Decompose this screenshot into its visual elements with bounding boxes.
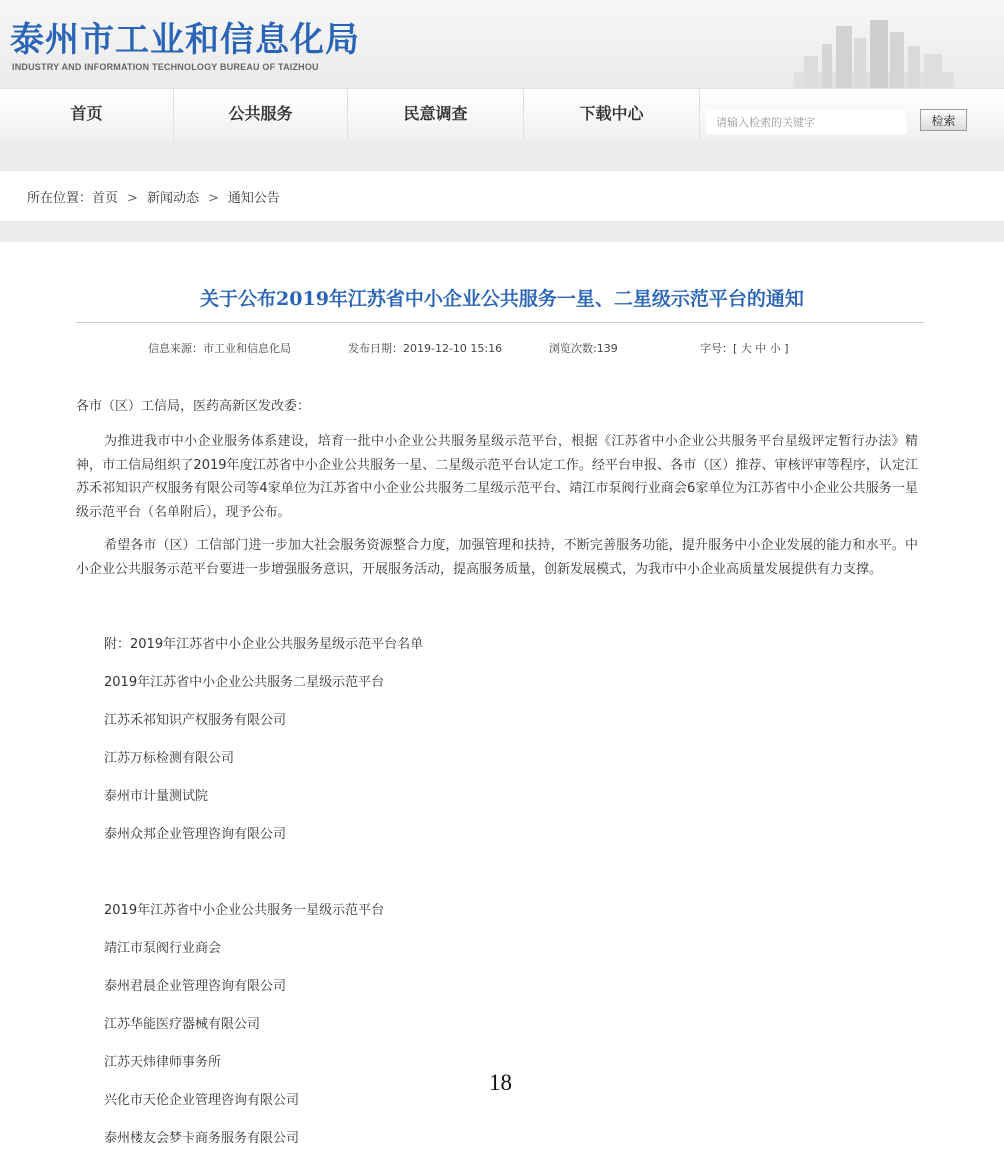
nav-item-public-service[interactable]: 公共服务: [174, 89, 348, 141]
site-subtitle: INDUSTRY AND INFORMATION TECHNOLOGY BUREAU OF TAIZHOU: [12, 62, 319, 72]
title-divider: [76, 322, 924, 323]
list-item: 兴化市天伦企业管理咨询有限公司: [104, 1093, 300, 1108]
page-number: 18: [489, 1070, 512, 1095]
nav-item-survey[interactable]: 民意调查: [348, 89, 524, 141]
list-item: 江苏万标检测有限公司: [104, 751, 235, 766]
breadcrumb-notices[interactable]: 通知公告: [227, 191, 280, 206]
breadcrumb-separator: >: [207, 191, 219, 206]
article-greeting: 各市（区）工信局，医药高新区发改委：: [76, 399, 311, 414]
breadcrumb: [27, 187, 280, 206]
list-item: 江苏天炜律师事务所: [104, 1055, 222, 1070]
breadcrumb-news[interactable]: 新闻动态: [146, 191, 199, 206]
list-item: 泰州君晨企业管理咨询有限公司: [104, 979, 287, 994]
search-input[interactable]: [706, 110, 906, 134]
list-item: 江苏华能医疗器械有限公司: [104, 1017, 261, 1032]
list-item: 江苏禾祁知识产权服务有限公司: [104, 713, 287, 728]
article-paragraph: 希望各市（区）工信部门进一步加大社会服务资源整合力度，加强管理和扶持，不断完善服务功能，提升服务中小企业发展的能力和水平。中小企业公共服务示范平台要进一步增强服务意识，开展服务活动，提高服务质量，创新发展模式，为我市中小企业高质量发展提供有力支撑。: [76, 538, 918, 577]
divider-band: [0, 222, 1004, 242]
search-button[interactable]: 检索: [920, 109, 967, 131]
divider-band: [0, 141, 1004, 171]
breadcrumb-separator: >: [127, 191, 138, 206]
article-title: 关于公布2019年江苏省中小企业公共服务一星、二星级示范平台的通知: [200, 288, 804, 310]
breadcrumb-prefix: 所在位置：: [27, 191, 93, 206]
nav-item-home[interactable]: 首页: [0, 89, 174, 141]
site-title[interactable]: 泰州市工业和信息化局: [10, 20, 360, 60]
site-header: [0, 0, 1004, 88]
list-item: 泰州众邦企业管理咨询有限公司: [104, 827, 287, 842]
list-item: 靖江市泵阀行业商会: [104, 941, 222, 956]
article-views: 浏览次数:139: [549, 342, 618, 355]
list-item: 泰州市计量测试院: [104, 789, 209, 804]
list-item: 泰州楼友会梦卡商务服务有限公司: [104, 1131, 300, 1146]
article-source: 信息来源：市工业和信息化局: [148, 342, 291, 355]
two-star-heading: 2019年江苏省中小企业公共服务二星级示范平台: [104, 675, 385, 690]
skyline-illustration: [794, 16, 954, 88]
nav-item-downloads[interactable]: 下载中心: [524, 89, 700, 141]
one-star-heading: 2019年江苏省中小企业公共服务一星级示范平台: [104, 903, 385, 918]
breadcrumb-bar: [0, 171, 1004, 222]
font-size-control[interactable]: 字号：[ 大 中 小 ]: [700, 342, 789, 355]
article-body: [76, 394, 918, 591]
article-date: 发布日期：2019-12-10 15:16: [348, 342, 503, 355]
breadcrumb-home[interactable]: 首页: [92, 191, 119, 206]
article-paragraph: 为推进我市中小企业服务体系建设，培育一批中小企业公共服务星级示范平台，根据《江苏省中小企业公共服务平台星级评定暂行办法》精神，市工信局组织了2019年度江苏省中小企业公共服务一星、二星级示范平台认定工作。经平台申报、各市（区）推荐、审核评审等程序，认定江苏禾祁知识产权服务有限公司等4家单位为江苏省中小企业公共服务二星级示范平台、靖江市泵阀行业商会6家单位为江苏省中小企业公共服务一星级示范平台（名单附后），现予公布。: [76, 434, 918, 520]
attachment-title: 附：2019年江苏省中小企业公共服务星级示范平台名单: [104, 637, 424, 652]
